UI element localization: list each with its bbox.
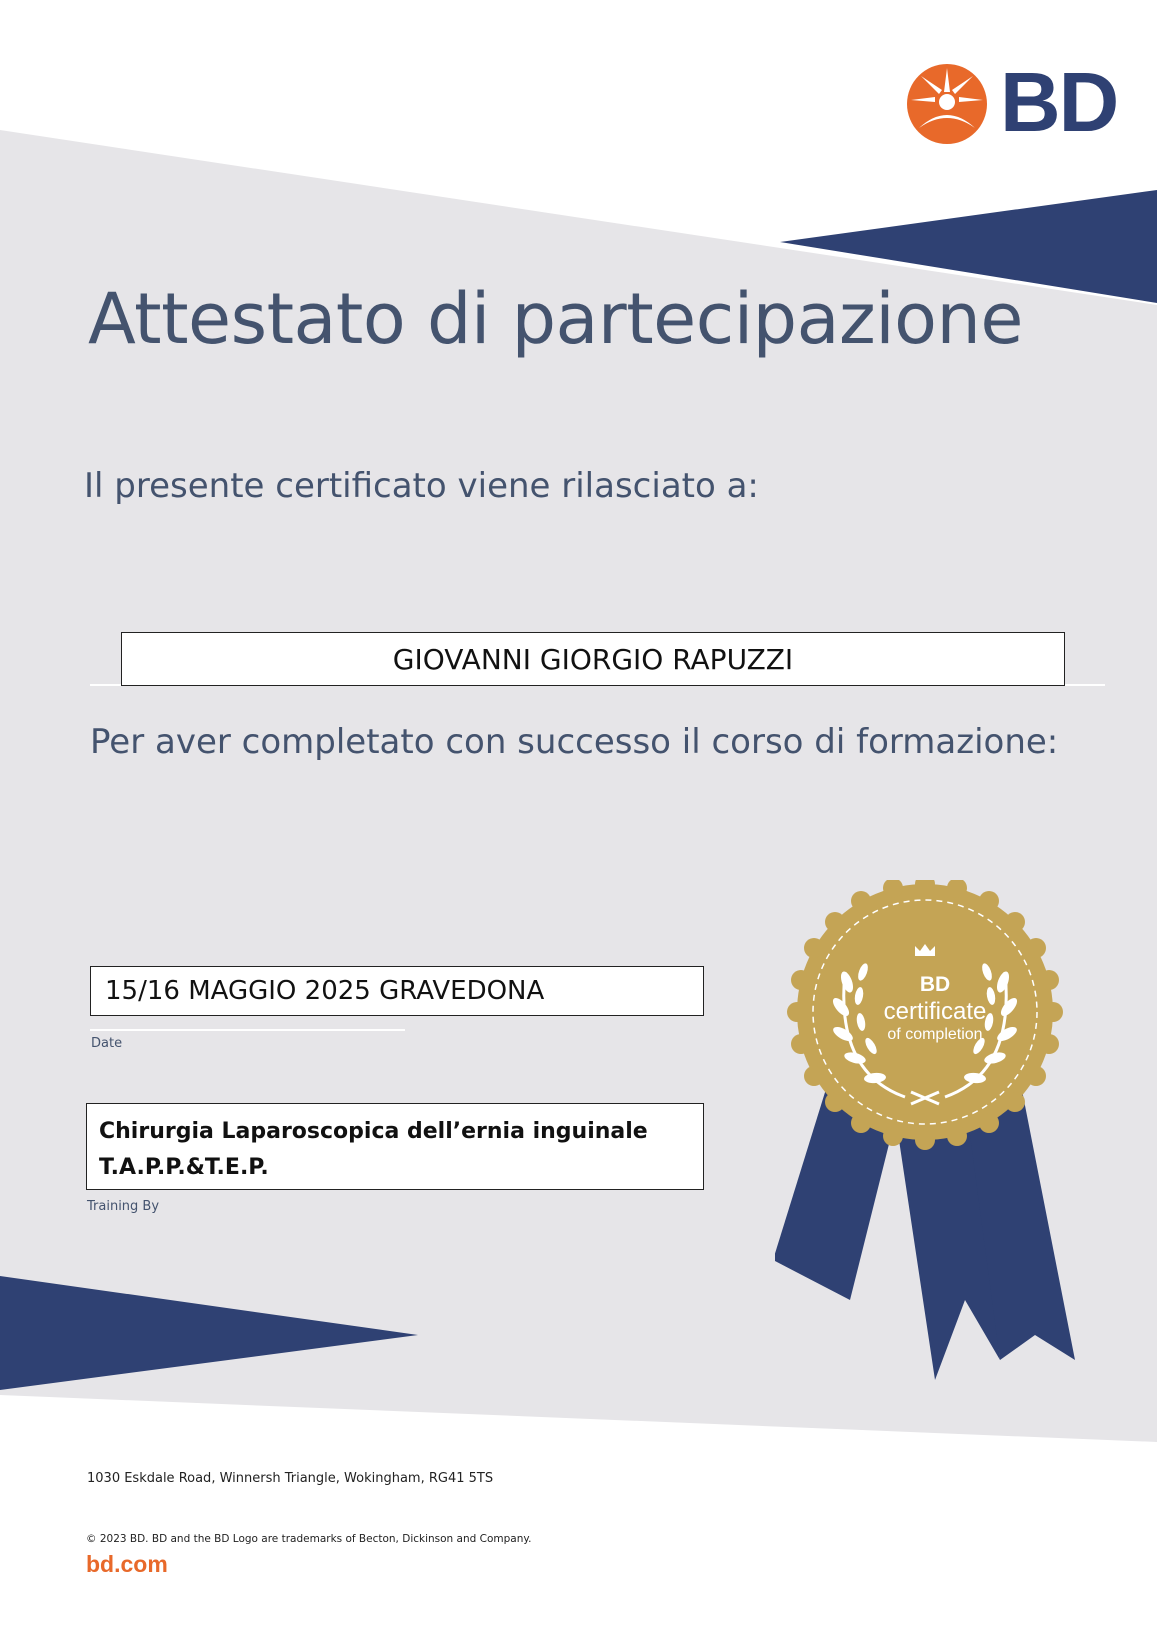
date-value: 15/16 MAGGIO 2025 GRAVEDONA xyxy=(105,976,545,1006)
website-link[interactable]: bd.com xyxy=(86,1551,168,1577)
course-line-2: T.A.P.P.&T.E.P. xyxy=(99,1155,269,1180)
award-ribbon-icon xyxy=(775,880,1095,1400)
date-field[interactable] xyxy=(90,966,704,1016)
badge-line-1: certificate xyxy=(883,998,987,1025)
bd-logo xyxy=(905,55,1157,152)
badge-line-2: of completion xyxy=(887,1026,983,1043)
bd-wordmark: BD xyxy=(1000,55,1118,149)
footer-copyright: © 2023 BD. BD and the BD Logo are trademarks of Becton, Dickinson and Company. xyxy=(86,1533,532,1545)
date-label: Date xyxy=(91,1036,123,1051)
training-label: Training By xyxy=(87,1199,160,1214)
footer-address: 1030 Eskdale Road, Winnersh Triangle, Wokingham, RG41 5TS xyxy=(87,1471,494,1486)
badge-brand: BD xyxy=(919,973,951,996)
course-field[interactable] xyxy=(86,1103,704,1190)
date-underline xyxy=(90,1029,405,1031)
recipient-name: GIOVANNI GIORGIO RAPUZZI xyxy=(392,642,794,676)
recipient-name-field[interactable] xyxy=(121,632,1065,686)
course-line-1: Chirurgia Laparoscopica dell’ernia inguinale xyxy=(99,1119,648,1144)
completion-badge xyxy=(775,880,1095,1400)
bd-starburst-icon xyxy=(905,62,989,146)
intro-text: Il presente certificato viene rilasciato a: xyxy=(84,466,759,506)
completed-text: Per aver completato con successo il corso di formazione: xyxy=(90,722,1059,762)
certificate-title: Attestato di partecipazione xyxy=(88,278,1023,360)
